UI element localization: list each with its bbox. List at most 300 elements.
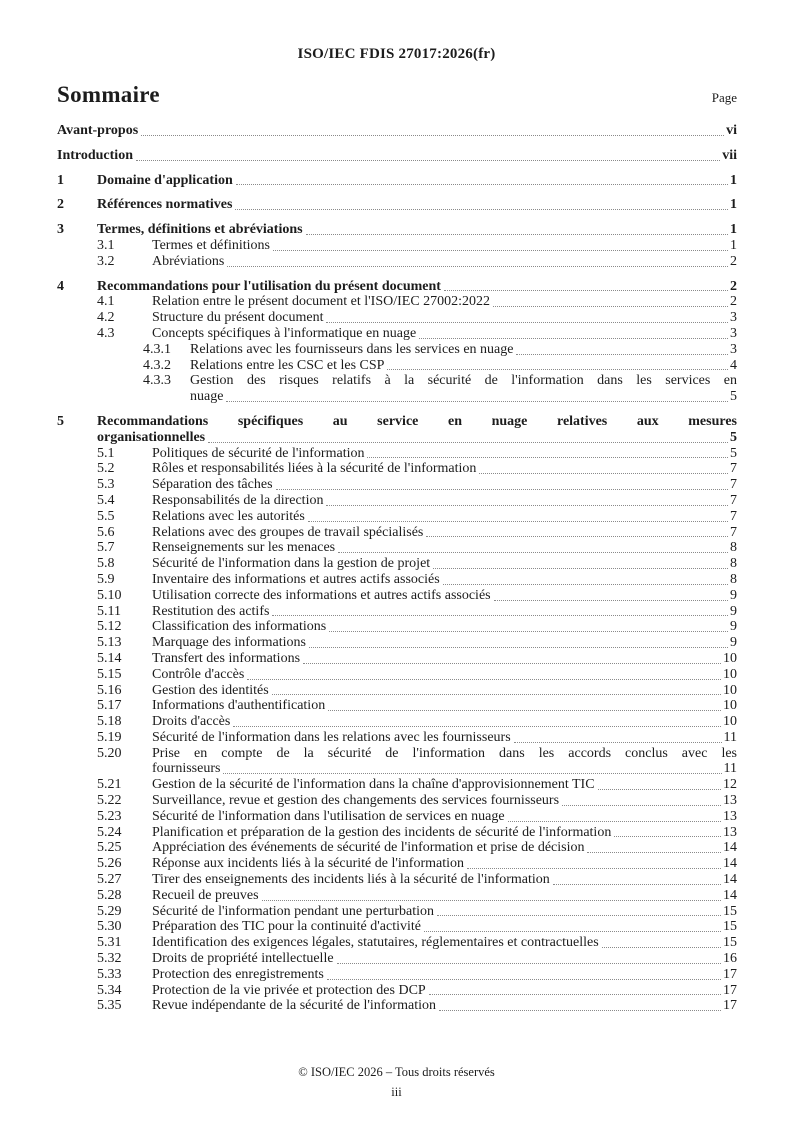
toc-entry[interactable] [57,294,737,310]
toc-entry-line [152,461,737,477]
toc-entry-title: Surveillance, revue et gestion des changements des services fournisseurs [152,793,560,809]
toc-entry[interactable] [57,493,737,509]
toc-entry-number: 5.18 [97,714,122,730]
toc-entry-page: 15 [723,935,737,951]
toc-entry-body [152,651,737,667]
toc-entry-page: 1 [730,172,737,188]
dot-leader [467,865,721,869]
toc-entry-body [152,998,737,1014]
toc-title: Sommaire [57,82,160,107]
toc-entry-page: 2 [730,278,737,294]
toc-entry-line [152,588,737,604]
toc-entry-line [152,619,737,635]
toc-entry-number: 2 [57,197,64,213]
toc-entry-line [152,556,737,572]
toc-entry[interactable] [57,326,737,342]
toc-entry-number: 5.26 [97,856,122,872]
toc-entry-page: 14 [723,856,737,872]
toc-entry-title-continued: organisationnelles [97,429,206,445]
toc-entry-number: 5.7 [97,540,115,556]
toc-entry-title: Renseignements sur les menaces [152,540,336,556]
toc-entry-page: vi [726,123,737,138]
toc-entry-page: 15 [723,903,737,919]
toc-entry[interactable] [57,238,737,254]
toc-entry-title: Abréviations [152,253,225,269]
toc-entry[interactable] [57,525,737,541]
toc-entry-line [152,777,737,793]
toc-entry-title: Contrôle d'accès [152,666,245,682]
dot-leader [514,739,722,743]
toc-entry-title: Gestion de la sécurité de l'information dans la chaîne d'approvisionnement TIC [152,777,595,793]
toc-entry-title: Recueil de preuves [152,887,259,903]
dot-leader [329,628,728,632]
dot-leader [276,486,728,490]
toc-entry-line [152,525,737,541]
toc-header [57,82,737,108]
toc-entry-number: 4.2 [97,310,115,326]
toc-entry-page: 7 [730,461,737,477]
toc-entry[interactable] [57,446,737,462]
toc-entry-page: 3 [730,341,737,357]
toc-entry-body [152,967,737,983]
toc-entry-title: Gestion des identités [152,682,269,698]
toc-entry-title: Protection des enregistrements [152,966,324,982]
toc-entry-number: 3.1 [97,237,115,253]
toc-entry[interactable] [57,856,737,872]
toc-entry-title-continued: fournisseurs [152,761,221,777]
toc-entry-page: 5 [730,429,737,445]
toc-entry[interactable] [57,572,737,588]
toc-entry[interactable] [57,809,737,825]
toc-entry[interactable] [57,588,737,604]
toc-entry-title: Classification des informations [152,619,327,635]
dot-leader [273,247,728,251]
page-footer [0,1062,793,1102]
toc-entry-body [152,935,737,951]
toc-entry-number: 5.14 [97,650,122,666]
toc-entry-page: 10 [723,682,737,698]
toc-entry-title: Politiques de sécurité de l'information [152,445,365,461]
toc-entry-line [97,222,737,238]
toc-entry-body [152,904,737,920]
toc-entry-number: 5.32 [97,951,122,967]
toc-entry[interactable] [57,951,737,967]
toc-entry-body [152,809,737,825]
dot-leader [306,231,728,235]
toc-entry-line [57,148,737,164]
dot-leader [602,944,721,948]
toc-entry-title: Inventaire des informations et autres actifs associés [152,571,440,587]
toc-entry-line [152,888,737,904]
dot-leader [326,502,728,506]
dot-leader [562,802,721,806]
toc-entry-page: 14 [723,840,737,856]
toc-entry[interactable] [57,123,737,139]
toc-entry-page: 11 [723,761,737,777]
toc-entry-body [97,414,737,446]
toc-entry-body [152,856,737,872]
document-reference: ISO/IEC FDIS 27017:2026(fr) [297,46,496,62]
toc-entry-page: vii [722,147,737,163]
dot-leader [208,439,728,443]
toc-entry[interactable] [57,777,737,793]
toc-entry-line [97,430,737,446]
toc-entry-body [152,604,737,620]
toc-entry-line [152,840,737,856]
toc-entry-title: Domaine d'application [97,172,233,188]
toc-entry-page: 8 [730,571,737,587]
toc-entry-page: 8 [730,540,737,556]
toc-entry-title: Sécurité de l'information dans l'utilisation de services en nuage [152,808,505,824]
toc-entry-body [97,197,737,213]
toc-entry[interactable] [57,888,737,904]
toc-entry-number: 5.3 [97,477,115,493]
dot-leader [437,912,721,916]
toc-entry-line [152,714,737,730]
toc-entry-number: 4.3.3 [143,373,171,389]
toc-entry-body [152,683,737,699]
toc-entry-body [152,493,737,509]
toc-entry-page: 2 [730,294,737,310]
toc-entry-page: 13 [723,808,737,824]
toc-entry-body [190,358,737,374]
toc-entry-body [152,446,737,462]
toc-entry-body [152,714,737,730]
toc-entry-title: Termes, définitions et abréviations [97,222,303,238]
toc-entry-title: Prise en compte de la sécurité de l'information dans les accords conclus avec les [152,745,737,761]
toc-entry-number: 5.27 [97,872,122,888]
toc-entry[interactable] [57,730,737,746]
toc-entry-line [152,477,737,493]
toc-entry-line [152,825,737,841]
toc-entry-line [97,197,737,213]
toc-entry-number: 4.3.2 [143,357,171,373]
toc-entry-number: 4.3.1 [143,341,171,357]
toc-entry-title: Informations d'authentification [152,698,326,714]
toc-entry-page: 16 [723,951,737,967]
dot-leader [233,723,721,727]
toc-entry-body [152,310,737,326]
dot-leader [141,132,724,136]
toc-entry-number: 5.20 [97,745,122,761]
toc-entry[interactable] [57,310,737,326]
toc-entry[interactable] [57,825,737,841]
toc-entry-page: 1 [730,237,737,253]
toc-entry-title: Sécurité de l'information dans les relations avec les fournisseurs [152,729,511,745]
toc-entry-body [152,635,737,651]
toc-entry-body [152,951,737,967]
toc-entry-line [152,294,737,310]
toc-entry[interactable] [57,540,737,556]
toc-entry-body [152,461,737,477]
toc-entry-title: Planification et préparation de la gestion des incidents de sécurité de l'information [152,824,612,840]
toc-entry-title: Tirer des enseignements des incidents liés à la sécurité de l'information [152,872,550,888]
page-column-label: Page [711,90,737,105]
toc-entry-title: Utilisation correcte des informations et autres actifs associés [152,587,491,603]
toc-entry[interactable] [57,651,737,667]
toc-entry-line [152,572,737,588]
toc-entry[interactable] [57,222,737,238]
toc-entry[interactable] [57,556,737,572]
toc-entry[interactable] [57,998,737,1014]
toc-entry[interactable] [57,358,737,374]
toc-entry-number: 5.35 [97,998,122,1014]
toc-entry-number: 5.12 [97,619,122,635]
toc-entry-number: 5.6 [97,524,115,540]
toc-entry-line [152,635,737,651]
toc-entry-number: 5.22 [97,793,122,809]
toc-entry-number: 5.5 [97,508,115,524]
toc-entry[interactable] [57,254,737,270]
toc-entry[interactable] [57,619,737,635]
toc-entry-line [152,651,737,667]
toc-entry-page: 17 [723,966,737,982]
dot-leader [433,565,728,569]
toc-entry-body [152,588,737,604]
toc-entry-title: Introduction [57,147,133,163]
toc-entry-line [152,919,737,935]
toc-entry-line [152,540,737,556]
dot-leader [236,181,728,185]
toc-entry-body [152,872,737,888]
toc-entry-line [152,493,737,509]
toc-entry-title: Relations avec les autorités [152,508,305,524]
toc-entry-page: 7 [730,477,737,493]
toc-entry-page: 8 [730,556,737,572]
toc-entry-title: Réponse aux incidents liés à la sécurité de l'information [152,856,464,872]
toc-entry-title: Préparation des TIC pour la continuité d'activité [152,919,421,935]
toc-entry-body [97,222,737,238]
toc-entry[interactable] [57,872,737,888]
toc-entry[interactable] [57,604,737,620]
toc-entry-number: 5.15 [97,666,122,682]
toc-entry-body [190,342,737,358]
toc-entry-body [152,326,737,342]
dot-leader [247,676,721,680]
toc-entry[interactable] [57,904,737,920]
toc-entry-body [152,540,737,556]
dot-leader [439,1007,721,1011]
toc-entry-line [152,856,737,872]
toc-entry-number: 5.11 [97,603,121,619]
toc-entry-number: 4 [57,278,64,294]
toc-entry-number: 5.2 [97,461,115,477]
toc-entry-page: 14 [723,887,737,903]
toc-entry[interactable] [57,197,737,213]
toc-entry-line [190,342,737,358]
toc-entry-title: Recommandations pour l'utilisation du présent document [97,278,441,294]
toc-entry-number: 4.3 [97,325,115,341]
toc-entry-page: 10 [723,698,737,714]
toc-entry[interactable] [57,698,737,714]
toc-entry-number: 5 [57,413,64,429]
toc-entry-body [152,983,737,999]
dot-leader [367,454,728,458]
toc-entry-line [152,446,737,462]
toc-entry-title: Relations avec les fournisseurs dans les services en nuage [190,341,514,357]
toc-entry-number: 5.9 [97,571,115,587]
toc-entry-body [152,730,737,746]
toc-entry-line [190,389,737,405]
toc-entry-title: Concepts spécifiques à l'informatique en nuage [152,325,417,341]
toc-entry[interactable] [57,373,737,405]
toc-entry-number: 5.16 [97,682,122,698]
dot-leader [262,897,721,901]
toc-entry-body [97,279,737,295]
toc-entry[interactable] [57,919,737,935]
toc-entry-line [152,967,737,983]
toc-entry-body [152,793,737,809]
toc-entry-page: 9 [730,635,737,651]
toc-entry-page: 9 [730,587,737,603]
toc-entry[interactable] [57,714,737,730]
dot-leader [429,991,721,995]
toc-entry-page: 1 [730,222,737,238]
dot-leader [424,928,721,932]
toc-entry-line [152,998,737,1014]
toc-entry-title: Sécurité de l'information dans la gestion de projet [152,556,431,572]
toc-entry[interactable] [57,746,737,778]
toc-entry-line [152,509,737,525]
folio-page-number: iii [391,1085,402,1099]
toc-entry-title: Transfert des informations [152,650,301,666]
toc-entry[interactable] [57,967,737,983]
toc-entry-number: 5.34 [97,982,122,998]
toc-entry[interactable] [57,173,737,189]
toc-entry-page: 5 [730,389,737,405]
toc-entry-page: 5 [730,445,737,461]
toc-entry[interactable] [57,667,737,683]
toc-entry-body [57,123,737,139]
toc-entry[interactable] [57,461,737,477]
toc-entry[interactable] [57,477,737,493]
dot-leader [327,976,721,980]
dot-leader [553,881,721,885]
toc-entry-line [152,667,737,683]
dot-leader [303,660,721,664]
toc-entry-page: 10 [723,714,737,730]
dot-leader [223,770,721,774]
dot-leader [479,470,728,474]
toc-entry[interactable] [57,509,737,525]
toc-entry-title: Recommandations spécifiques au service en nuage relatives aux mesures [97,413,737,429]
toc-entry-page: 1 [730,197,737,213]
toc-entry-number: 1 [57,172,64,188]
toc-entry-page: 13 [723,824,737,840]
dot-leader [337,960,721,964]
dot-leader [326,319,728,323]
toc-entry-body [152,840,737,856]
toc-entry[interactable] [57,683,737,699]
toc-entry[interactable] [57,635,737,651]
toc-entry-line [152,310,737,326]
toc-entry-title: Relations avec des groupes de travail spécialisés [152,524,424,540]
toc-entry-title: Restitution des actifs [152,603,270,619]
toc-entry-number: 5.19 [97,729,122,745]
toc-entry-title: Termes et définitions [152,237,270,253]
toc-entry-title: Sécurité de l'information pendant une perturbation [152,903,435,919]
toc-entry-title: Relations entre les CSC et les CSP [190,357,385,373]
toc-entry-number: 5.21 [97,777,122,793]
toc-entry-body [152,556,737,572]
toc-entry-body [152,825,737,841]
toc-entry-title: Relation entre le présent document et l'ISO/IEC 27002:2022 [152,294,491,310]
dot-leader [387,366,728,370]
toc-entry[interactable] [57,840,737,856]
toc-entry-number: 5.1 [97,445,115,461]
toc-entry-line [57,123,737,139]
toc-entry-body [57,148,737,164]
toc-entry-line [152,326,737,342]
toc-entry-page: 10 [723,650,737,666]
toc-entry-body [152,238,737,254]
toc-entry-title: Droits d'accès [152,714,231,730]
toc-entry-title: Structure du présent document [152,310,324,326]
dot-leader [493,303,728,307]
toc-entry-number: 5.17 [97,698,122,714]
toc-entry-line [152,238,737,254]
toc-entry-page: 4 [730,357,737,373]
toc-entry-number: 5.28 [97,887,122,903]
toc-entry-body [152,509,737,525]
toc-entry-page: 9 [730,619,737,635]
toc-entry[interactable] [57,414,737,446]
toc-entry-title: Droits de propriété intellectuelle [152,951,334,967]
toc-entry-page: 17 [723,998,737,1014]
toc-entry-body [152,294,737,310]
dot-leader [443,581,728,585]
toc-entry-number: 5.29 [97,903,122,919]
toc-entry-page: 3 [730,310,737,326]
toc-entry-page: 7 [730,492,737,508]
toc-entry-body [152,619,737,635]
toc-entry[interactable] [57,935,737,951]
dot-leader [598,786,721,790]
dot-leader [419,335,728,339]
toc-entry-page: 9 [730,603,737,619]
toc-entry-body [152,667,737,683]
toc-entry[interactable] [57,148,737,164]
toc-entry-title: Séparation des tâches [152,477,273,493]
toc-entry[interactable] [57,793,737,809]
toc-entry-number: 5.10 [97,587,122,603]
toc-entry-number: 5.8 [97,556,115,572]
toc-entry-title: Gestion des risques relatifs à la sécurité de l'information dans les services en [190,373,737,389]
toc-entry-line [152,951,737,967]
toc-entry[interactable] [57,983,737,999]
toc-entry-body [190,373,737,405]
toc-entry[interactable] [57,279,737,295]
dot-leader [308,518,728,522]
dot-leader [328,707,721,711]
toc-entry-body [152,919,737,935]
toc-entry-number: 3 [57,222,64,238]
toc-entry-body [152,525,737,541]
toc-entry[interactable] [57,342,737,358]
dot-leader [614,833,721,837]
toc-entry-page: 15 [723,919,737,935]
toc-entry-number: 5.25 [97,840,122,856]
toc-entry-title: Rôles et responsabilités liées à la sécurité de l'information [152,461,477,477]
toc-entry-number: 5.33 [97,966,122,982]
toc-entry-line [152,904,737,920]
dot-leader [426,533,728,537]
toc-entry-page: 2 [730,253,737,269]
toc-entry-number: 5.4 [97,492,115,508]
toc-entry-body [152,746,737,778]
toc-entry-line [152,683,737,699]
toc-entry-page: 7 [730,508,737,524]
